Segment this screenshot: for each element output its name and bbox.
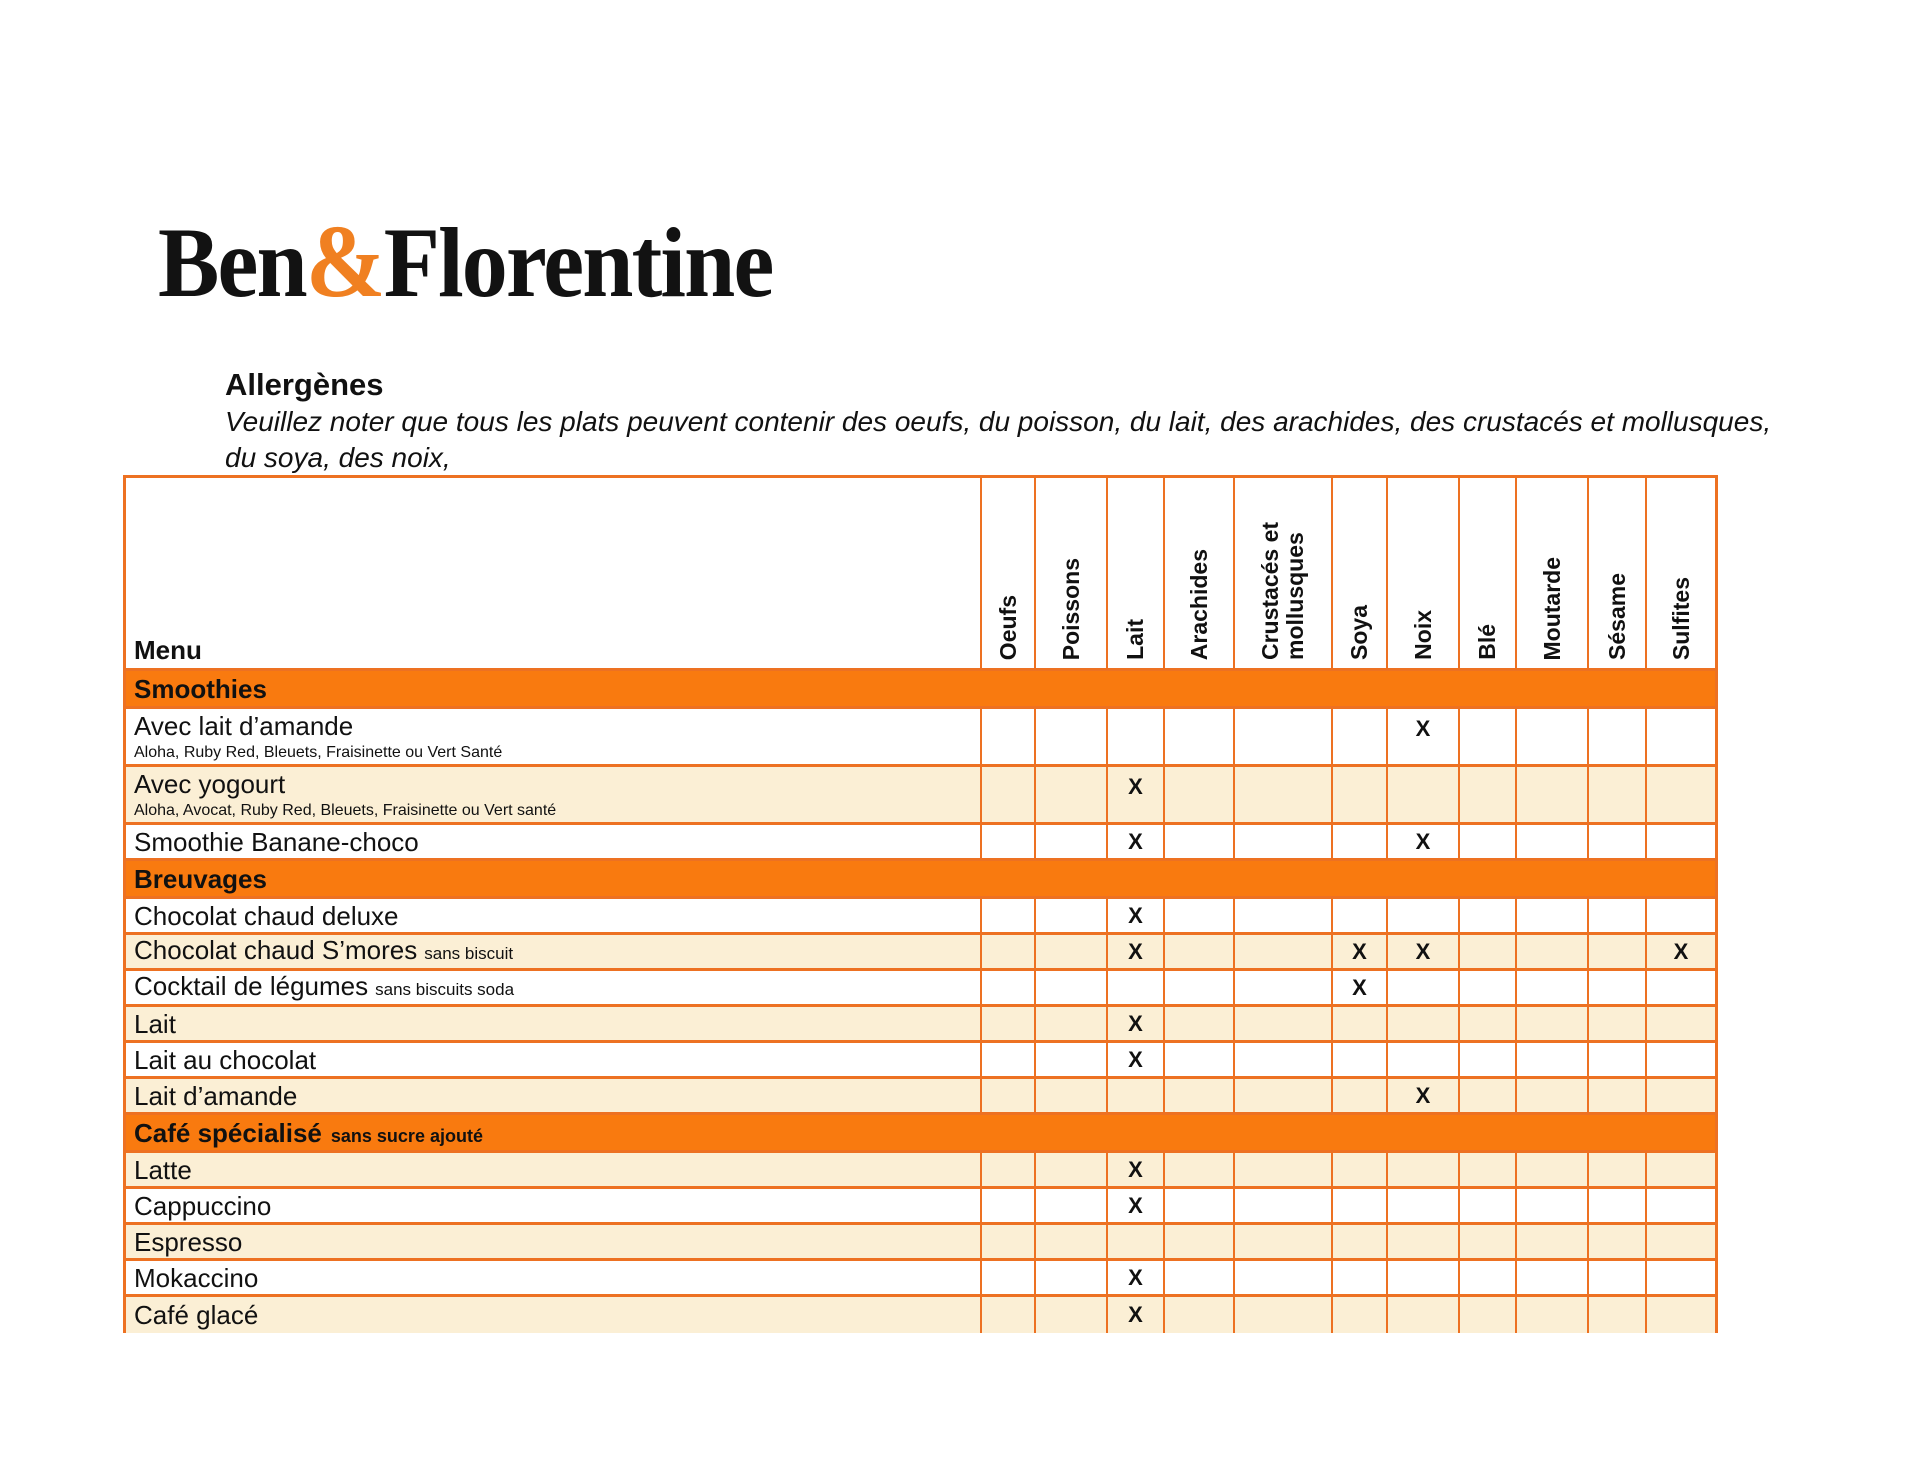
menu-item-name-line — [134, 1264, 980, 1292]
allergen-cell — [1165, 1043, 1235, 1076]
menu-item-suffix: sans biscuit — [424, 943, 514, 963]
allergen-cell — [1589, 1043, 1647, 1076]
menu-item-cell — [126, 825, 982, 858]
allergen-cell — [982, 1297, 1036, 1333]
menu-item-name-line — [134, 1192, 980, 1220]
brand-logo-ben: Ben — [158, 207, 306, 318]
allergen-cell — [1108, 1079, 1165, 1112]
allergen-cell — [1589, 1261, 1647, 1294]
allergen-cell — [1036, 1007, 1108, 1040]
menu-row — [126, 825, 1715, 861]
allergen-cell — [1388, 899, 1460, 932]
allergen-cell — [1647, 1007, 1715, 1040]
allergen-cell — [1647, 1043, 1715, 1076]
menu-row — [126, 1261, 1715, 1297]
section-label: Breuvages — [134, 864, 267, 894]
allergen-cell — [1517, 1225, 1589, 1258]
allergen-column-label: Soya — [1346, 605, 1372, 660]
allergen-column-label: Blé — [1474, 624, 1500, 660]
menu-item-cell — [126, 971, 982, 1004]
allergen-cell — [1333, 709, 1388, 764]
allergen-cell — [1517, 1007, 1589, 1040]
allergen-cell — [1235, 767, 1333, 822]
allergen-mark: X — [1128, 1156, 1143, 1182]
menu-item-name-line — [134, 828, 980, 856]
allergen-table — [123, 475, 1718, 1333]
allergen-cell — [1517, 971, 1589, 1004]
allergen-cell — [1517, 1297, 1589, 1333]
allergen-cell — [1108, 1297, 1165, 1333]
menu-item-name-line — [134, 902, 980, 930]
allergen-cell — [982, 971, 1036, 1004]
allergen-cell — [1388, 935, 1460, 968]
allergen-cell — [1036, 767, 1108, 822]
allergen-cell — [1235, 899, 1333, 932]
allergen-mark: X — [1415, 938, 1431, 964]
allergen-cell — [1517, 1261, 1589, 1294]
allergen-cell — [982, 1043, 1036, 1076]
allergen-cell — [1589, 971, 1647, 1004]
allergen-cell — [1165, 1261, 1235, 1294]
menu-item-suffix: sans biscuits soda — [375, 979, 515, 999]
allergen-cell — [1108, 935, 1165, 968]
menu-item-name-line — [134, 1228, 980, 1256]
allergen-cell — [1589, 1153, 1647, 1186]
allergen-cell — [1647, 767, 1715, 822]
allergen-cell — [1388, 1153, 1460, 1186]
allergen-cell — [1333, 971, 1388, 1004]
allergen-column-header — [1036, 478, 1108, 668]
allergen-column-header — [982, 478, 1036, 668]
allergen-cell — [1647, 709, 1715, 764]
menu-item-name: Cocktail de légumes — [134, 971, 369, 1001]
allergen-cell — [982, 1079, 1036, 1112]
allergen-cell — [1235, 1079, 1333, 1112]
allergen-cell — [1388, 709, 1460, 764]
allergen-cell — [982, 1189, 1036, 1222]
allergen-cell — [1460, 1043, 1517, 1076]
section-header-row — [126, 671, 1715, 709]
menu-item-cell — [126, 1225, 982, 1258]
allergen-column-header — [1235, 478, 1333, 668]
allergen-column-header — [1333, 478, 1388, 668]
allergen-cell — [982, 899, 1036, 932]
allergen-mark: X — [1128, 1010, 1143, 1036]
allergen-mark: X — [1415, 1082, 1431, 1108]
allergen-cell — [1589, 1297, 1647, 1333]
allergen-cell — [1589, 767, 1647, 822]
allergen-cell — [1388, 1189, 1460, 1222]
allergen-cell — [1235, 1153, 1333, 1186]
menu-item-cell — [126, 899, 982, 932]
menu-item-name: Chocolat chaud S’mores — [134, 935, 418, 965]
allergen-cell — [1165, 1007, 1235, 1040]
allergen-column-label: Sésame — [1603, 573, 1630, 660]
allergen-cell — [1647, 1225, 1715, 1258]
menu-item-cell — [126, 1153, 982, 1186]
menu-item-name: Avec lait d’amande — [134, 710, 354, 741]
allergen-cell — [1165, 1079, 1235, 1112]
menu-item-cell — [126, 1007, 982, 1040]
section-label: Café spécialisé — [134, 1118, 322, 1148]
allergen-mark: X — [1673, 938, 1689, 964]
allergen-cell — [1589, 1007, 1647, 1040]
allergen-cell — [1235, 1225, 1333, 1258]
allergen-cell — [982, 709, 1036, 764]
allergen-cell — [982, 1007, 1036, 1040]
allergen-cell — [1108, 767, 1165, 822]
menu-item-name-line — [134, 1301, 980, 1329]
menu-item-name-line — [134, 1046, 980, 1074]
allergen-cell — [1036, 1297, 1108, 1333]
section-label-suffix: sans sucre ajouté — [330, 1126, 483, 1146]
allergen-cell — [1460, 767, 1517, 822]
allergen-cell — [1589, 899, 1647, 932]
menu-row — [126, 1297, 1715, 1333]
allergen-cell — [1235, 1043, 1333, 1076]
menu-column-header: Menu — [126, 478, 982, 668]
allergen-cell — [1036, 1225, 1108, 1258]
allergen-mark: X — [1128, 1264, 1143, 1290]
allergen-column-label: Poissons — [1057, 557, 1084, 660]
menu-row — [126, 899, 1715, 935]
allergen-cell — [1333, 1153, 1388, 1186]
allergen-cell — [1388, 1225, 1460, 1258]
allergen-cell — [1517, 767, 1589, 822]
allergen-cell — [1333, 825, 1388, 858]
allergen-cell — [1108, 971, 1165, 1004]
allergen-mark: X — [1352, 938, 1367, 964]
allergen-column-header — [1165, 478, 1235, 668]
menu-row — [126, 1079, 1715, 1115]
allergen-column-label: Noix — [1409, 610, 1436, 660]
allergen-cell — [1517, 1189, 1589, 1222]
allergen-cell — [1235, 935, 1333, 968]
menu-item-name: Avec yogourt — [134, 768, 286, 799]
allergen-cell — [1165, 1189, 1235, 1222]
allergen-cell — [982, 1225, 1036, 1258]
allergen-cell — [1647, 1261, 1715, 1294]
menu-item-cell — [126, 767, 982, 822]
menu-item-cell — [126, 709, 982, 764]
section-header-row — [126, 861, 1715, 899]
allergen-cell — [1333, 1261, 1388, 1294]
allergen-cell — [1333, 1043, 1388, 1076]
menu-item-name: Smoothie Banane-choco — [134, 826, 419, 857]
menu-row — [126, 1007, 1715, 1043]
section-header-cell — [126, 671, 982, 707]
section-header-row — [126, 1115, 1715, 1153]
allergen-cell — [1108, 899, 1165, 932]
allergen-cell — [1165, 899, 1235, 932]
allergen-cell — [1108, 1261, 1165, 1294]
allergen-column-header — [1589, 478, 1647, 668]
allergen-column-label: Lait — [1122, 619, 1148, 660]
allergen-cell — [1589, 825, 1647, 858]
allergen-cell — [1388, 767, 1460, 822]
allergen-cell — [1460, 1297, 1517, 1333]
allergen-cell — [982, 935, 1036, 968]
allergen-cell — [1165, 709, 1235, 764]
allergen-cell — [1333, 767, 1388, 822]
allergen-cell — [982, 1261, 1036, 1294]
allergen-cell — [1460, 1261, 1517, 1294]
allergen-column-label: Oeufs — [994, 594, 1021, 660]
allergen-mark: X — [1128, 938, 1143, 964]
allergen-cell — [1460, 1153, 1517, 1186]
menu-item-name: Espresso — [134, 1226, 243, 1257]
allergen-cell — [1108, 1225, 1165, 1258]
allergen-cell — [1333, 1225, 1388, 1258]
menu-item-name: Latte — [134, 1154, 192, 1185]
menu-item-name-line — [134, 1010, 980, 1038]
allergen-cell — [1036, 899, 1108, 932]
allergen-cell — [1517, 1043, 1589, 1076]
allergen-cell — [1165, 935, 1235, 968]
allergen-cell — [1036, 935, 1108, 968]
menu-item-name-line — [134, 972, 980, 1004]
allergen-cell — [1235, 1007, 1333, 1040]
menu-item-cell — [126, 1297, 982, 1333]
allergen-mark: X — [1415, 716, 1431, 741]
allergen-cell — [1165, 1153, 1235, 1186]
page-title: Allergènes — [225, 367, 384, 402]
allergen-cell — [1036, 1261, 1108, 1294]
menu-item-name: Lait au chocolat — [134, 1044, 317, 1075]
allergen-cell — [1333, 1079, 1388, 1112]
menu-item-cell — [126, 1043, 982, 1076]
allergen-cell — [1388, 1043, 1460, 1076]
allergen-cell — [1333, 935, 1388, 968]
allergen-cell — [1235, 1297, 1333, 1333]
allergen-cell — [1388, 1007, 1460, 1040]
allergen-cell — [1647, 1189, 1715, 1222]
allergen-cell — [1235, 1189, 1333, 1222]
allergen-notice-line-1: Veuillez noter que tous les plats peuvent contenir des oeufs, du poisson, du lait, des arachides, des crustacés et mollusques, du soya, des noix, — [225, 406, 1772, 473]
menu-item-name-line — [134, 712, 980, 740]
allergen-column-label: Moutarde — [1538, 556, 1565, 660]
allergen-cell — [1235, 1261, 1333, 1294]
menu-item-cell — [126, 935, 982, 968]
allergen-cell — [1388, 1261, 1460, 1294]
allergen-cell — [1460, 1189, 1517, 1222]
allergen-cell — [982, 825, 1036, 858]
allergen-column-header — [1647, 478, 1715, 668]
brand-logo — [158, 204, 773, 319]
allergen-cell — [1647, 899, 1715, 932]
allergen-cell — [1165, 971, 1235, 1004]
allergen-cell — [1333, 1007, 1388, 1040]
allergen-cell — [982, 1153, 1036, 1186]
allergen-cell — [1517, 825, 1589, 858]
brand-logo-ampersand: & — [305, 204, 384, 319]
allergen-column-header — [1108, 478, 1165, 668]
allergen-cell — [1460, 899, 1517, 932]
menu-item-name-line — [134, 1156, 980, 1184]
menu-item-variants: Aloha, Avocat, Ruby Red, Bleuets, Fraisinette ou Vert santé — [134, 801, 557, 819]
allergen-cell — [1036, 709, 1108, 764]
section-label: Smoothies — [134, 674, 267, 704]
allergen-mark: X — [1128, 1302, 1143, 1327]
allergen-cell — [1460, 825, 1517, 858]
allergen-cell — [1108, 1153, 1165, 1186]
table-header-row — [126, 478, 1715, 671]
menu-item-name: Mokaccino — [134, 1262, 259, 1293]
allergen-cell — [1333, 1189, 1388, 1222]
allergen-mark: X — [1128, 1192, 1143, 1218]
allergen-column-label: Sulfites — [1667, 576, 1694, 660]
allergen-cell — [1647, 825, 1715, 858]
allergen-cell — [1388, 971, 1460, 1004]
menu-row — [126, 1153, 1715, 1189]
allergen-cell — [1589, 935, 1647, 968]
allergen-mark: X — [1352, 974, 1367, 1000]
allergen-cell — [1517, 899, 1589, 932]
allergen-cell — [1647, 1297, 1715, 1333]
allergen-cell — [1647, 971, 1715, 1004]
allergen-cell — [1108, 825, 1165, 858]
allergen-cell — [1388, 1297, 1460, 1333]
allergen-cell — [1235, 971, 1333, 1004]
allergen-cell — [1165, 825, 1235, 858]
menu-row — [126, 1225, 1715, 1261]
menu-row — [126, 971, 1715, 1007]
allergen-column-header — [1517, 478, 1589, 668]
allergen-cell — [1108, 1043, 1165, 1076]
menu-row — [126, 767, 1715, 825]
menu-item-name: Cappuccino — [134, 1190, 272, 1221]
menu-item-name: Chocolat chaud deluxe — [134, 900, 399, 931]
allergen-cell — [1036, 971, 1108, 1004]
menu-item-cell — [126, 1261, 982, 1294]
allergen-column-header — [1388, 478, 1460, 668]
menu-item-name: Lait d’amande — [134, 1080, 298, 1111]
section-header-cell — [126, 861, 982, 897]
allergen-mark: X — [1415, 828, 1431, 854]
allergen-cell — [1517, 709, 1589, 764]
menu-item-cell — [126, 1189, 982, 1222]
allergen-cell — [1036, 1189, 1108, 1222]
menu-item-name: Lait — [134, 1008, 176, 1039]
menu-item-name-line — [134, 770, 980, 798]
allergen-cell — [1517, 1153, 1589, 1186]
allergen-cell — [1517, 1079, 1589, 1112]
allergen-cell — [1589, 1189, 1647, 1222]
allergen-cell — [1165, 1297, 1235, 1333]
allergen-cell — [1460, 1007, 1517, 1040]
allergen-cell — [1517, 935, 1589, 968]
menu-item-variants: Aloha, Ruby Red, Bleuets, Fraisinette ou Vert Santé — [134, 743, 503, 761]
menu-item-name: Café glacé — [134, 1300, 259, 1330]
allergen-cell — [1333, 899, 1388, 932]
menu-row — [126, 935, 1715, 971]
allergen-cell — [1108, 1189, 1165, 1222]
allergen-cell — [1647, 935, 1715, 968]
allergen-cell — [1460, 971, 1517, 1004]
allergen-cell — [1108, 1007, 1165, 1040]
allergen-cell — [1589, 1079, 1647, 1112]
allergen-cell — [1589, 709, 1647, 764]
allergen-cell — [1235, 709, 1333, 764]
allergen-cell — [1108, 709, 1165, 764]
brand-logo-florentine: Florentine — [383, 207, 773, 318]
menu-item-cell — [126, 1079, 982, 1112]
allergen-cell — [1460, 709, 1517, 764]
allergen-cell — [1036, 1153, 1108, 1186]
allergen-cell — [1036, 1079, 1108, 1112]
allergen-cell — [1647, 1079, 1715, 1112]
menu-item-name-line — [134, 1082, 980, 1110]
allergen-column-label: Crustacés et mollusques — [1257, 521, 1308, 660]
allergen-cell — [1036, 825, 1108, 858]
allergen-cell — [1333, 1297, 1388, 1333]
allergen-column-label: Arachides — [1185, 548, 1212, 660]
allergen-column-header — [1460, 478, 1517, 668]
allergen-cell — [1460, 1079, 1517, 1112]
allergen-cell — [1647, 1153, 1715, 1186]
menu-row — [126, 1189, 1715, 1225]
allergen-cell — [1165, 767, 1235, 822]
allergen-mark: X — [1128, 902, 1143, 928]
allergen-mark: X — [1128, 774, 1143, 799]
allergen-cell — [1460, 935, 1517, 968]
section-header-cell — [126, 1115, 982, 1151]
allergen-cell — [1388, 1079, 1460, 1112]
allergen-cell — [1165, 1225, 1235, 1258]
allergen-mark: X — [1128, 828, 1143, 854]
allergen-cell — [982, 767, 1036, 822]
allergen-cell — [1589, 1225, 1647, 1258]
menu-row — [126, 1043, 1715, 1079]
allergen-mark: X — [1128, 1046, 1143, 1072]
menu-item-name-line — [134, 936, 980, 968]
menu-row — [126, 709, 1715, 767]
allergen-cell — [1460, 1225, 1517, 1258]
allergen-cell — [1388, 825, 1460, 858]
allergen-cell — [1036, 1043, 1108, 1076]
allergen-cell — [1235, 825, 1333, 858]
